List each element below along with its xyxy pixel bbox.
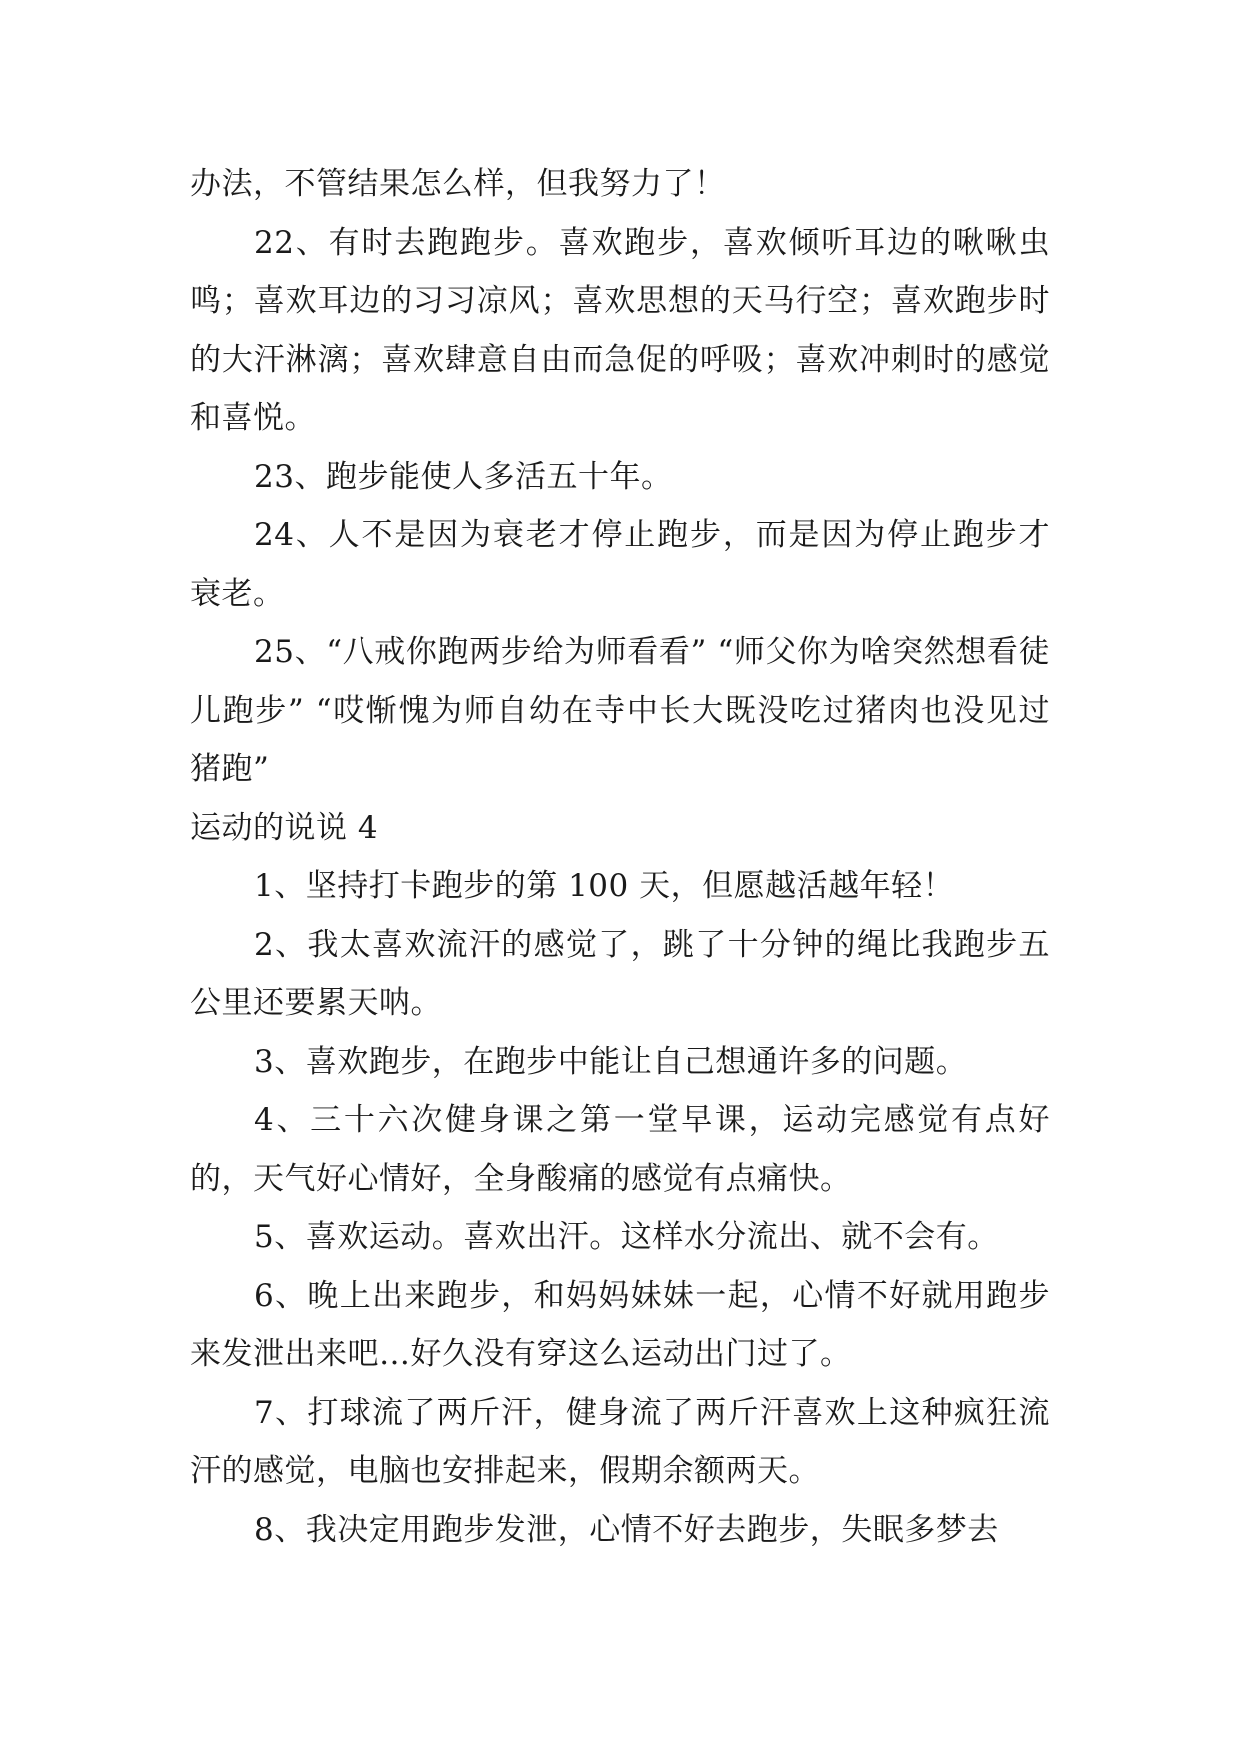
paragraph-item-6: 6、晚上出来跑步，和妈妈妹妹一起，心情不好就用跑步来发泄出来吧…好久没有穿这么运动出门过了。 [190, 1277, 1050, 1372]
paragraph-item-25: 25、“八戒你跑两步给为师看看” “师父你为啥突然想看徒儿跑步” “哎惭愧为师自幼在寺中长大既没吃过猪肉也没见过猪跑” [190, 634, 1050, 787]
paragraph-item-5: 5、喜欢运动。喜欢出汗。这样水分流出、就不会有。 [254, 1219, 999, 1255]
paragraph-item-8: 8、我决定用跑步发泄，心情不好去跑步，失眠多梦去 [254, 1511, 999, 1548]
paragraph-item-23: 23、跑步能使人多活五十年。 [254, 458, 673, 495]
document-page [190, 155, 1050, 1559]
paragraph-item-7: 7、打球流了两斤汗，健身流了两斤汗喜欢上这种疯狂流汗的感觉，电脑也安排起来，假期余额两天。 [190, 1394, 1050, 1489]
paragraph-item-22: 22、有时去跑跑步。喜欢跑步，喜欢倾听耳边的啾啾虫鸣；喜欢耳边的习习凉风；喜欢思想的天马行空；喜欢跑步时的大汗淋漓；喜欢肆意自由而急促的呼吸；喜欢冲刺时的感觉和喜悦。 [190, 224, 1050, 436]
section-heading: 运动的说说 4 [190, 809, 379, 846]
paragraph-item-4: 4、三十六次健身课之第一堂早课，运动完感觉有点好的，天气好心情好，全身酸痛的感觉有点痛快。 [190, 1102, 1050, 1197]
paragraph-item-3: 3、喜欢跑步，在跑步中能让自己想通许多的问题。 [254, 1043, 968, 1080]
paragraph-item-1: 1、坚持打卡跑步的第 100 天，但愿越活越年轻！ [254, 868, 955, 904]
paragraph-continuation: 办法，不管结果怎么样，但我努力了！ [190, 166, 726, 202]
paragraph-item-2: 2、我太喜欢流汗的感觉了，跳了十分钟的绳比我跑步五公里还要累天呐。 [190, 926, 1050, 1021]
paragraph-item-24: 24、人不是因为衰老才停止跑步，而是因为停止跑步才衰老。 [190, 517, 1050, 612]
